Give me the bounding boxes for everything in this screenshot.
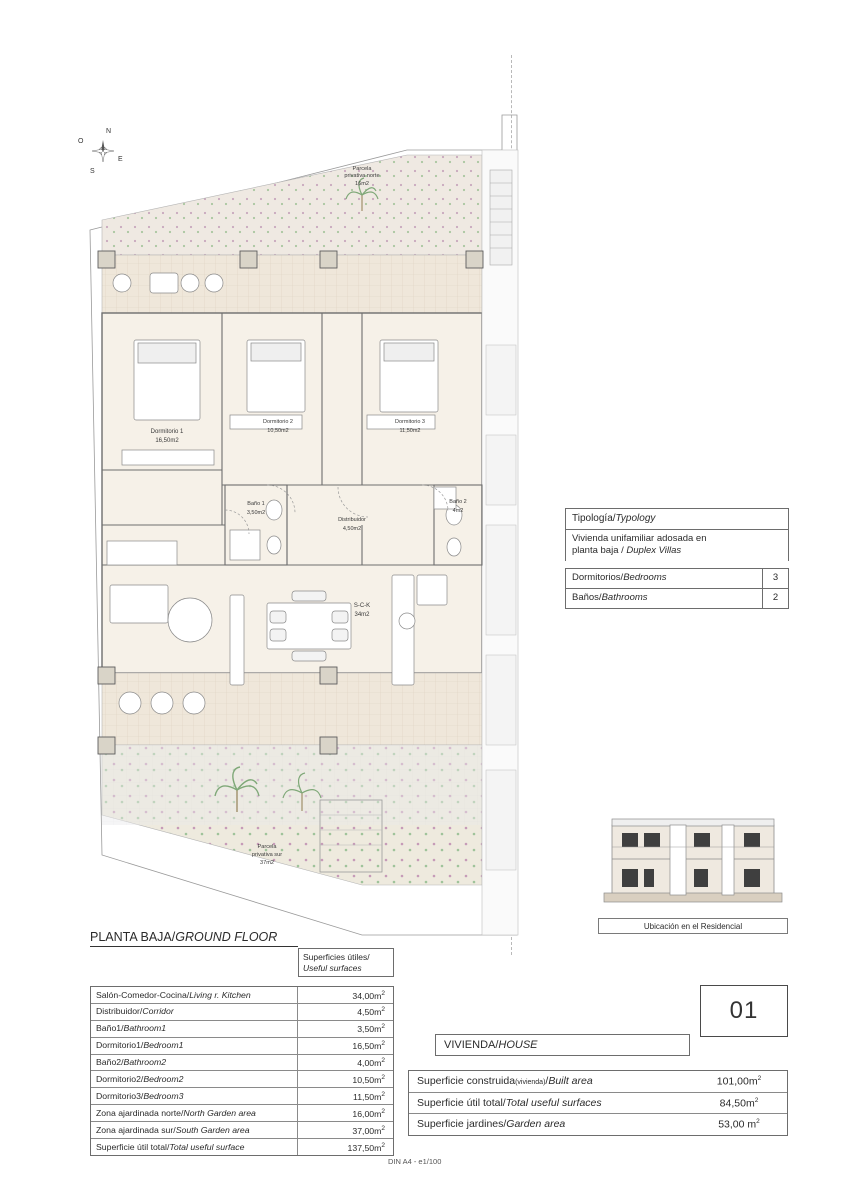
typology-header-es: Tipología/ [572,513,616,524]
table-row [91,1021,393,1038]
row-exp: 2 [381,1023,385,1031]
table-row [91,1004,393,1021]
label-sck-area: 34m2 [354,612,370,618]
compass-label-n: N [106,128,112,135]
row-exp: 2 [381,1073,385,1081]
row-exp: 2 [381,1141,385,1149]
label-parcela-norte-l1: Parcela [352,166,372,172]
row-unit: m [374,1091,382,1102]
house-number-badge [700,985,788,1037]
locator-text: Ubicación en el Residencial [643,921,743,931]
table-row [91,1105,393,1122]
garden-label-es: Superficie jardines/ [417,1118,507,1130]
row-label-en: Bathroom1 [123,1023,167,1034]
row-value: 137,50 [347,1142,375,1153]
bedrooms-label [566,569,762,588]
row-label-en: South Garden area [175,1124,250,1135]
row-value: 34,00 [352,990,375,1001]
garden-value: 53,00 m [718,1118,757,1131]
built-area-exp: 2 [757,1075,762,1082]
row-unit: m [374,1024,382,1035]
useful-total-value: 84,50m [719,1097,755,1109]
row-label-es: Distribuidor/ [96,1006,143,1017]
row-unit: m [374,990,382,1001]
row-exp: 2 [381,1040,385,1048]
typology-value [565,529,789,562]
bathrooms-label-en: Bathrooms [601,591,648,603]
row-unit: m [374,1041,382,1052]
table-row-total [91,1139,393,1155]
vivienda-house-header [435,1034,690,1056]
typology-spacer [565,561,789,568]
garden-exp: 2 [756,1118,760,1125]
useful-surfaces-header [298,948,394,977]
vivienda-label-es: VIVIENDA/ [444,1039,499,1051]
row-value: 16,50 [352,1041,375,1052]
table-row-garden [409,1114,787,1135]
built-area-sep: / [545,1075,549,1087]
table-row [91,1122,393,1139]
label-dormitorio-2-area: 10,50m2 [267,428,289,434]
useful-surfaces-header-en: Useful surfaces [303,962,362,973]
typology-row-bedrooms [565,568,789,588]
useful-total-label-es: Superficie útil total/ [417,1096,506,1109]
bathrooms-value: 2 [762,589,788,608]
label-dormitorio-3-area: 11,50m2 [399,428,421,434]
bedrooms-label-es: Dormitorios/ [572,572,624,584]
compass-label-e: E [118,156,123,163]
bathrooms-label-es: Baños/ [572,591,602,603]
label-bano-2-area: 4m2 [452,508,464,514]
row-value: 37,00 [352,1125,375,1136]
ground-floor-surfaces-block [90,930,394,1153]
row-label-es: Zona ajardinada sur/ [96,1124,176,1135]
house-number: 01 [729,997,759,1024]
label-distribuidor: Distribuidor [338,517,366,523]
vivienda-label-en: HOUSE [498,1039,538,1051]
label-bano-2: Baño 2 [449,499,467,505]
row-label-en: Bedroom1 [143,1040,184,1051]
built-area-label-en: Built area [548,1075,593,1087]
row-value: 4,50 [357,1007,375,1018]
row-unit: m [374,1125,382,1136]
table-row [91,1088,393,1105]
bedrooms-label-en: Bedrooms [623,572,667,584]
row-exp: 2 [381,1057,385,1065]
compass-label-o: O [78,138,84,145]
row-label-en: Bedroom2 [143,1073,184,1084]
table-row-built-area [409,1071,787,1093]
label-bano-1: Baño 1 [247,501,265,507]
row-label-es: Baño2/ [96,1057,124,1068]
table-row [91,1055,393,1072]
table-row [91,987,393,1004]
row-unit: m [374,1057,382,1068]
elevation-svg [598,805,788,910]
ground-floor-title-en: GROUND FLOOR [175,930,278,944]
row-label-en: Bedroom3 [143,1090,184,1101]
label-parcela-sur-l2: privativa sur [251,852,283,858]
label-parcela-sur-l1: Parcela [257,844,277,850]
row-label-es: Salón-Comedor-Cocina/ [96,989,190,1000]
row-label-en: Living r. Kitchen [189,989,251,1000]
ground-floor-title-es: PLANTA BAJA/ [90,930,176,944]
residential-location-caption [598,918,788,934]
label-dormitorio-1-area: 16,50m2 [155,438,179,444]
typology-value-line2: planta baja / [572,545,627,557]
row-label-en: Corridor [142,1006,174,1017]
typology-header [565,508,789,529]
useful-total-exp: 2 [754,1096,759,1104]
house-totals-table [408,1070,788,1136]
label-parcela-sur-area: 37m2 [260,860,274,866]
row-value: 3,50 [357,1024,375,1035]
row-unit: m [374,1007,382,1018]
row-label-es: Dormitorio2/ [96,1073,144,1084]
row-value: 11,50 [353,1091,375,1102]
useful-total-label-en: Total useful surfaces [505,1096,602,1109]
built-area-label-es: Superficie construida [417,1075,516,1087]
row-label-es: Dormitorio3/ [96,1090,144,1101]
table-row-useful-total [409,1093,787,1115]
typology-value-en: Duplex Villas [626,545,682,557]
label-parcela-norte-l2: privativa norte [344,173,380,179]
label-parcela-norte-area: 16m2 [355,181,369,187]
built-area-qualifier: (vivienda) [515,1079,546,1086]
typology-header-en: Typology [615,513,656,524]
row-exp: 2 [381,1006,385,1014]
row-label-en: Bathroom2 [123,1057,167,1068]
row-exp: 2 [381,989,385,997]
row-label-es: Baño1/ [96,1023,124,1034]
typology-row-bathrooms [565,588,789,609]
row-unit: m [374,1142,382,1153]
built-area-value: 101,00m [716,1075,758,1088]
label-bano-1-area: 3,50m2 [246,510,266,516]
row-value: 16,00 [352,1108,375,1119]
row-label-es: Zona ajardinada norte/ [96,1107,184,1118]
label-sck: S-C-K [353,603,371,609]
typology-table [565,508,789,609]
row-label-es: Dormitorio1/ [96,1040,144,1051]
row-value: 10,50 [352,1074,375,1085]
building-elevation-image [598,805,788,910]
useful-surfaces-header-es: Superficies útiles/ [303,952,370,962]
ground-floor-title [90,930,298,947]
table-row [91,1038,393,1055]
table-row [91,1071,393,1088]
row-unit: m [374,1108,382,1119]
garden-label-en: Garden area [506,1118,566,1130]
label-distribuidor-area: 4,50m2 [342,526,362,532]
typology-value-line1: Vivienda unifamiliar adosada en [572,532,707,544]
row-label-es: Superficie útil total/ [96,1141,170,1152]
label-dormitorio-3: Dormitorio 3 [395,419,425,425]
scale-footer: DIN A4 - e1/100 [388,1157,442,1166]
row-unit: m [374,1074,382,1085]
bathrooms-label [566,589,762,608]
ground-floor-plan-drawing [62,55,532,955]
row-value: 4,00 [357,1057,375,1068]
row-label-en: Total useful surface [169,1141,245,1152]
ground-floor-surfaces-table [90,986,394,1156]
row-exp: 2 [381,1124,385,1132]
compass-label-s: S [90,168,95,175]
row-label-en: North Garden area [183,1107,256,1118]
row-exp: 2 [381,1090,385,1098]
plan-svg [62,55,532,955]
label-dormitorio-1: Dormitorio 1 [150,429,184,435]
bedrooms-value: 3 [762,569,788,588]
row-exp: 2 [381,1107,385,1115]
label-dormitorio-2: Dormitorio 2 [263,419,293,425]
